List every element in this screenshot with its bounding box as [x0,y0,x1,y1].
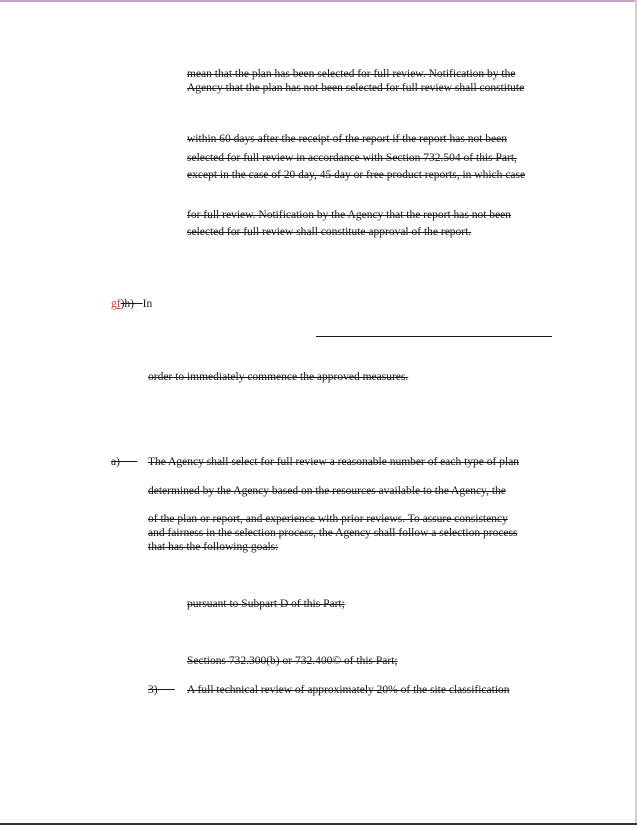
scan-top-edge [0,0,637,2]
signature-rule [316,336,552,337]
inserted-text: g [111,298,117,310]
text-line: that has the following goals: [148,541,279,553]
text-line: Agency that the plan has not been selected for full review shall constitute [187,82,525,94]
text-line: A full technical review of approximately 20% of the site classification [187,684,510,696]
text-line: except in the case of 20 day, 45 day or free product reports, in which case [187,169,526,181]
item-label-3: 3) [148,684,158,696]
text-line: selected for full review shall constitute approval of the report. [187,226,472,238]
deleted-rule [134,298,143,310]
text-line: The Agency shall select for full review a reasonable number of each type of plan [148,456,520,468]
text-line: for full review. Notification by the Agency that the report has not been [187,209,512,221]
text-line: mean that the plan has been selected for full review. Notification by the [187,68,516,80]
section-label-a: a) [111,456,120,468]
text-line: pursuant to Subpart D of this Part; [187,598,345,610]
text-line: selected for full review in accordance with Section 732.504 of this Part, [187,152,517,164]
section-label [111,455,137,469]
text-line: within 60 days after the receipt of the report if the report has not been [187,133,507,145]
item-label [148,683,175,697]
text-line: order to immediately commence the approved measures. [148,371,409,383]
text-line: and fairness in the selection process, the Agency shall follow a selection process [148,527,518,539]
inserted-text: f [116,298,121,310]
paragraph-marker [111,297,152,311]
paragraph-text: In [142,298,153,310]
text-line: Sections 732.300(b) or 732.400© of this Part; [187,655,398,667]
deleted-text: )h) [120,298,135,310]
text-line: determined by the Agency based on the resources available to the Agency, the [148,485,506,497]
text-line: of the plan or report, and experience with prior reviews. To assure consistency [148,513,508,525]
